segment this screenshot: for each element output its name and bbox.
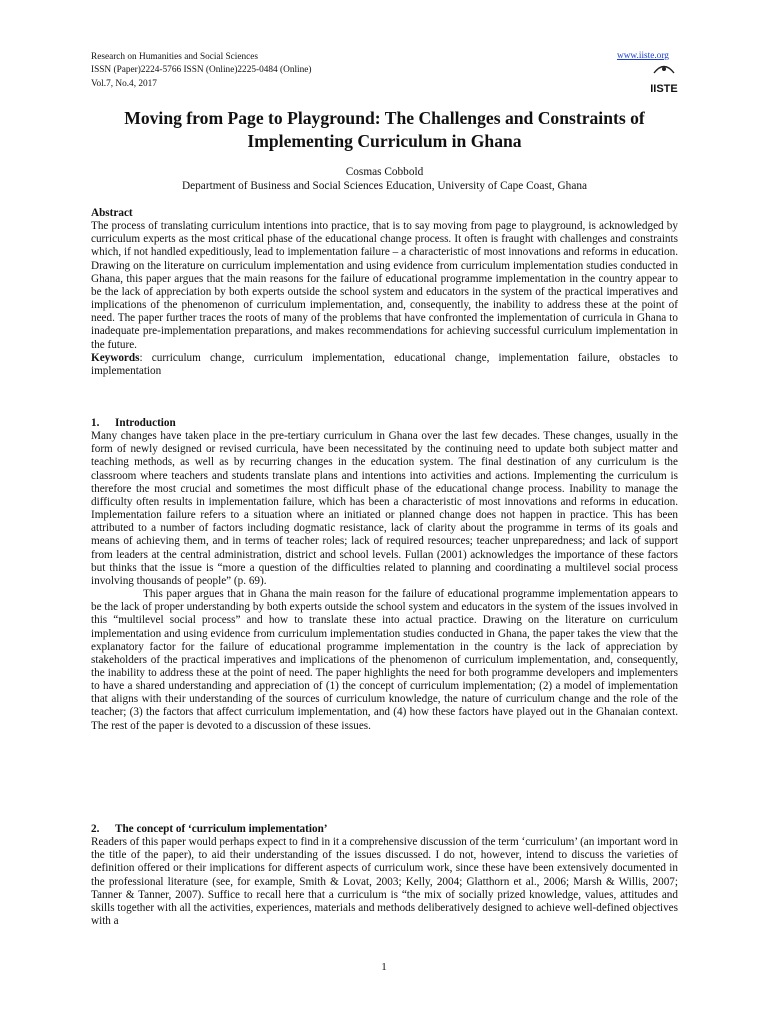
keywords (91, 352, 678, 378)
keywords-label: Keywords (91, 351, 140, 364)
section-2-heading (91, 823, 678, 836)
journal-header (91, 51, 691, 91)
iiste-logo-text: IISTE (650, 83, 678, 95)
journal-volume: Vol.7, No.4, 2017 (91, 78, 157, 89)
page-number: 1 (381, 961, 387, 973)
author-name: Cosmas Cobbold (345, 166, 424, 178)
section-1-heading (91, 417, 678, 430)
section-1-title: Introduction (115, 417, 176, 429)
author-affiliation: Department of Business and Social Sciences Education, University of Cape Coast, Ghana (181, 180, 588, 192)
abstract-section (91, 207, 678, 378)
section-concept (91, 823, 678, 928)
paper-title: Moving from Page to Playground: The Challenges and Constraints of Implementing Curriculum in Ghana (124, 108, 645, 151)
abstract-text: The process of translating curriculum intentions into practice, that is to say moving from page to playground, is acknowledged by curriculum experts as the most critical phase of the educational change process. It often is fraught with challenges and constraints which, if not handled expeditiously, lead to implementation failure – a characteristic of most innovations and reforms in education. Drawing on the literature on curriculum implementation and using evidence from curriculum implementation studies conducted in Ghana, this paper argues that the main reasons for the failure of educational programme implementation in the country appear to be the lack of appreciation by both experts outside the school system and educators in the system of the practical imperatives and implications of the phenomenon of curriculum implementation, and, consequently, the inability to address these at the point of need. The paper further traces the roots of many of the problems that have confronted the implementation of curricula in Ghana to inadequate pre-implementation preparations, and makes recommendations for achieving successful curriculum implementation in the future. (91, 220, 678, 351)
keywords-text: : curriculum change, curriculum implementation, educational change, implementation failure, obstacles to implementation (91, 351, 678, 377)
intro-paragraph-1: Many changes have taken place in the pre-tertiary curriculum in Ghana over the last few decades. These changes, usually in the form of newly designed or revised curricula, have been necessitated by the continuing need to update both subject matter and teaching methods, as well as by recurring changes in the education system. The final destination of any curriculum is the classroom where teachers and students translate plans and intentions into activities and actions. Implementing the curriculum is therefore the most crucial and sometimes the most difficult phase of the educational change process. Inability to manage the difficulty often results in implementation failure, which has been a characteristic of most innovations and reforms in education. Implementation failure refers to a situation where an initiated or planned change does not happen in practice. This has been attributed to a number of factors including dogmatic resistance, lack of clarity about the programme in terms of its goals and means of achieving them, and in terms of teacher roles; lack of required resources; teacher unpreparedness; and lack of support from leaders at the central administration, district and school levels. Fullan (2001) acknowledges the importance of these factors but thinks that the issue is “more a question of the difficulties related to planning and coordinating a multilevel social process involving thousands of people” (p. 69). (91, 430, 678, 587)
section-2-number: 2. (91, 823, 100, 835)
section-1-number: 1. (91, 417, 100, 429)
journal-issn: ISSN (Paper)2224-5766 ISSN (Online)2225-0484 (Online) (91, 65, 312, 76)
concept-paragraph-1: Readers of this paper would perhaps expect to find in it a comprehensive discussion of the term ‘curriculum’ (an important word in the title of the paper), to aid their understanding of the issues discussed. I do not, however, intend to discuss the varieties of definition offered or their implications for different aspects of curriculum work, since these have been extensively documented in the professional literature (see, for example, Smith & Lovat, 2003; Kelly, 2004; Glatthorn et al., 2006; Marsh & Willis, 2007; Tanner & Tanner, 2007). Suffice to recall here that a curriculum is “the mix of socially prized knowledge, values, attitudes and skills together with all the activities, experiences, materials and methods deliberatively designed to achieve well-defined objectives with a (91, 836, 678, 928)
iiste-logo (650, 62, 678, 96)
section-introduction (91, 417, 678, 733)
section-2-title: The concept of ‘curriculum implementation’ (115, 823, 328, 835)
intro-paragraph-2: This paper argues that in Ghana the main reason for the failure of educational programme implementation appears to be the lack of proper understanding by both experts outside the school system and educators in the system of the issues involved in this “multilevel social process” and how to translate these into actual practice. Drawing on the literature on curriculum implementation and using evidence from curriculum implementation studies conducted in Ghana, the paper takes the view that the explanatory factor for the failure of educational programme implementation in the country is the lack of appreciation by stakeholders of the practical imperatives and implications of the phenomenon of curriculum implementation, and, consequently, the inability to address these at the point of need. The paper highlights the need for both programme developers and implementers to have a shared understanding and appreciation of (1) the concept of curriculum implementation; (2) a model of implementation that aligns with their understanding of the sources of curriculum knowledge, the nature of curriculum change and the role of the teacher; (3) the factors that affect curriculum implementation, and (4) how these factors have played out in the Ghanaian context. The rest of the paper is devoted to a discussion of these issues. (91, 588, 678, 732)
abstract-heading: Abstract (91, 207, 133, 219)
journal-url-link[interactable]: www.iiste.org (617, 51, 669, 61)
journal-name: Research on Humanities and Social Sciences (91, 52, 259, 62)
